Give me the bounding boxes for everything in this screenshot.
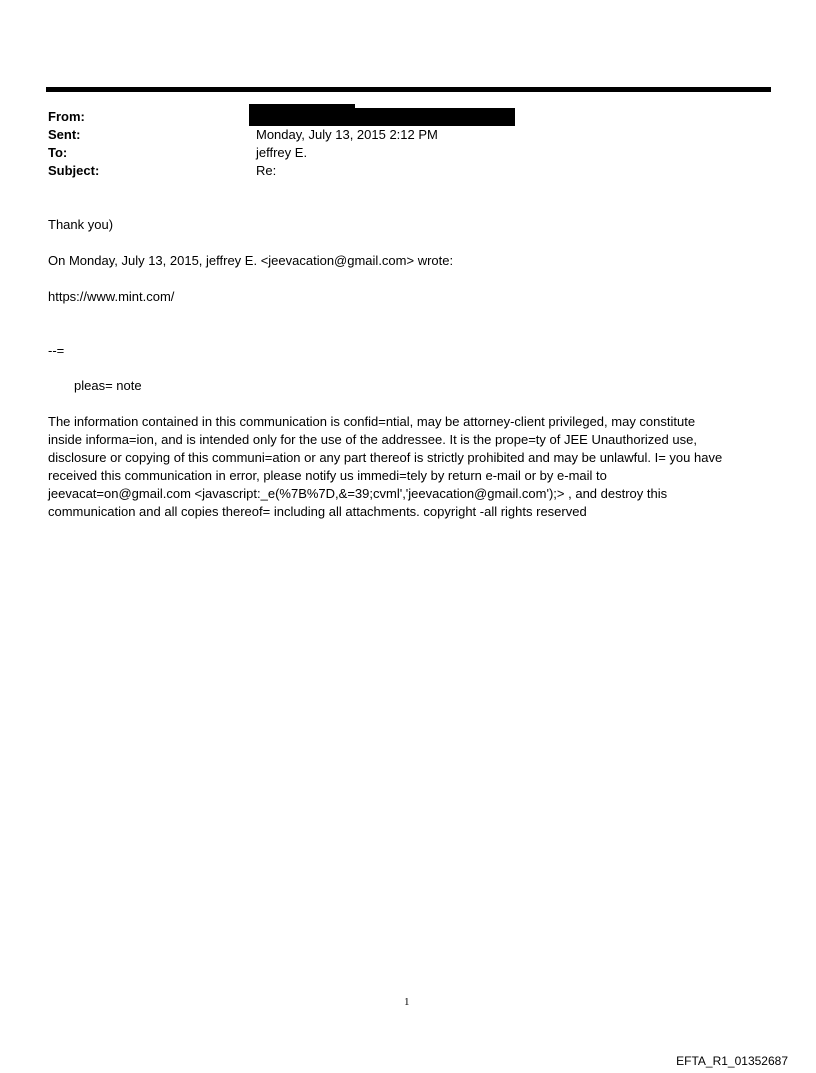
- disclaimer-line: The information contained in this communication is confid=ntial, may be attorney-client privileged, may constitute: [48, 414, 696, 429]
- header-rule: [46, 87, 771, 92]
- bates-number: EFTA_R1_01352687: [676, 1054, 788, 1068]
- to-value: jeffrey E.: [256, 145, 308, 160]
- to-label: To:: [48, 145, 68, 160]
- disclaimer-line: communication and all copies thereof= including all attachments. copyright -all rights reserved: [48, 504, 587, 519]
- subject-label: Subject:: [48, 163, 100, 178]
- disclaimer-line: jeevacat=on@gmail.com <javascript:_e(%7B%7D,&=39;cvml','jeevacation@gmail.com');> , and destroy this: [48, 486, 668, 501]
- reply-text: Thank you): [48, 217, 114, 232]
- disclaimer-line: received this communication in error, please notify us immedi=tely by return e-mail or by e-mail to: [48, 468, 607, 483]
- quote-intro: On Monday, July 13, 2015, jeffrey E. <jeevacation@gmail.com> wrote:: [48, 253, 454, 268]
- from-label: From:: [48, 109, 85, 124]
- page-number: 1: [404, 996, 410, 1008]
- quoted-link[interactable]: https://www.mint.com/: [48, 289, 175, 304]
- sent-value: Monday, July 13, 2015 2:12 PM: [256, 127, 438, 142]
- separator-text: --=: [48, 343, 65, 358]
- redaction-box: [249, 108, 515, 126]
- disclaimer-line: disclosure or copying of this communi=ation or any part thereof is strictly prohibited and may be unlawful. I= you have: [48, 450, 723, 465]
- sent-label: Sent:: [48, 127, 81, 142]
- subject-value: Re:: [256, 163, 277, 178]
- disclaimer-line: inside informa=ion, and is intended only for the use of the addressee. It is the prope=ty of JEE Unauthorized use,: [48, 432, 697, 447]
- disclaimer: [48, 413, 768, 521]
- note-text: pleas= note: [74, 378, 142, 393]
